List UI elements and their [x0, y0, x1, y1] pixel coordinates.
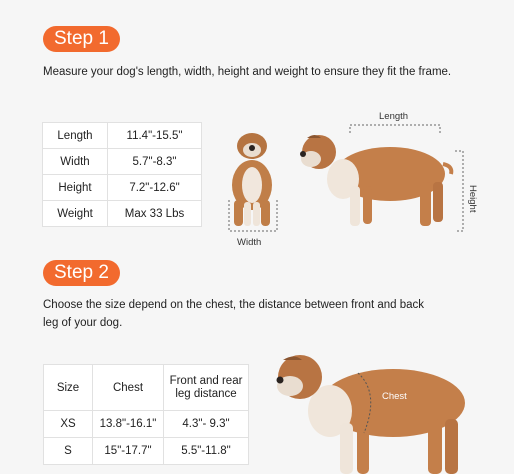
length-label: Length [379, 111, 409, 122]
length-label: Length [43, 123, 108, 149]
height-label: Height [467, 185, 478, 213]
step1-badge: Step 1 [43, 26, 120, 52]
leg-distance-header [164, 365, 249, 411]
length-dashed-bracket [349, 124, 441, 134]
leg-header-line2: leg distance [175, 387, 237, 400]
dog-chest-measure-image [268, 345, 478, 474]
height-value: 7.2"-12.6" [108, 175, 202, 201]
height-label: Height [43, 175, 108, 201]
table-row [44, 411, 249, 438]
chest-label: Chest [382, 391, 407, 402]
height-dashed-bracket [455, 150, 465, 232]
width-label: Width [43, 149, 108, 175]
step2-description-line1: Choose the size depend on the chest, the distance between front and back [43, 299, 425, 311]
width-dashed-bracket [228, 200, 278, 232]
dog-side-view-image [295, 124, 460, 234]
size-table [43, 364, 249, 465]
weight-value: Max 33 Lbs [108, 201, 202, 227]
dimension-table [42, 122, 202, 227]
width-label: Width [237, 237, 262, 248]
weight-label: Weight [43, 201, 108, 227]
size-cell: S [44, 438, 93, 465]
chest-cell: 15"-17.7" [93, 438, 164, 465]
table-header-row [44, 365, 249, 411]
chest-header: Chest [93, 365, 164, 411]
table-row [43, 149, 202, 175]
size-header: Size [44, 365, 93, 411]
table-row [43, 175, 202, 201]
size-cell: XS [44, 411, 93, 438]
step2-description-line2: leg of your dog. [43, 317, 123, 329]
step2-badge: Step 2 [43, 260, 120, 286]
step1-description: Measure your dog's length, width, height and weight to ensure they fit the frame. [43, 66, 452, 78]
table-row [43, 123, 202, 149]
leg-cell: 4.3"- 9.3" [164, 411, 249, 438]
length-value: 11.4"-15.5" [108, 123, 202, 149]
table-row [44, 438, 249, 465]
leg-cell: 5.5"-11.8" [164, 438, 249, 465]
chest-cell: 13.8"-16.1" [93, 411, 164, 438]
width-value: 5.7"-8.3" [108, 149, 202, 175]
leg-header-line1: Front and rear [169, 374, 243, 387]
table-row [43, 201, 202, 227]
